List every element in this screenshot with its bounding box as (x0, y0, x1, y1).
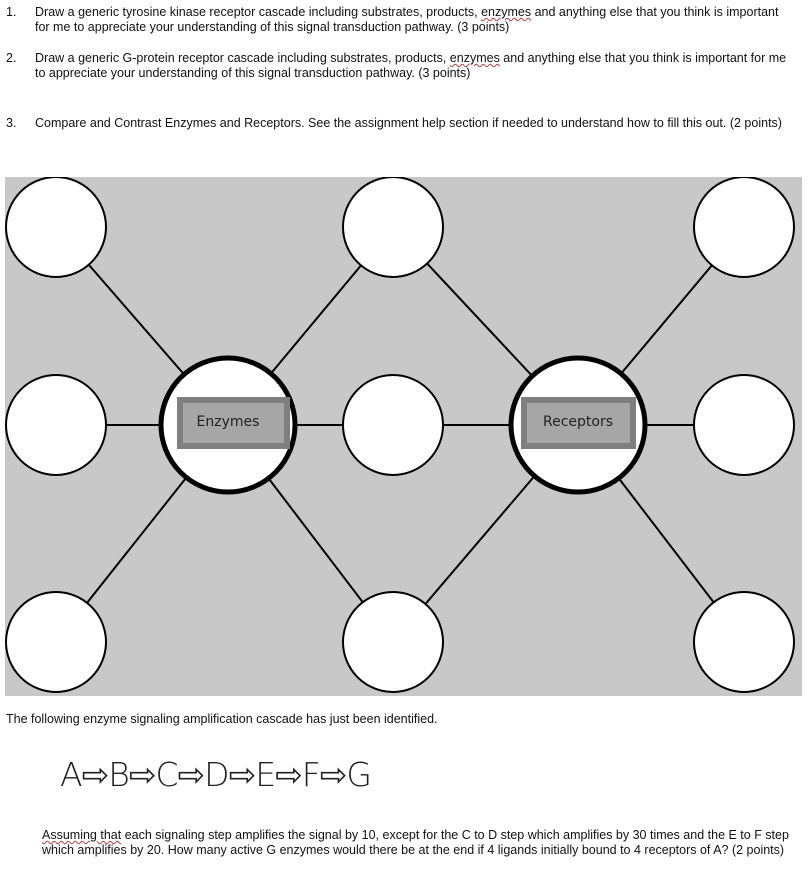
compare-contrast-diagram (5, 177, 802, 696)
left-top-circle[interactable] (6, 177, 106, 277)
question-number: 3. (6, 116, 17, 130)
question-number: 1. (6, 5, 17, 19)
right-top-circle[interactable] (694, 177, 794, 277)
question-text (35, 51, 795, 81)
text: each signaling step amplifies the signal by 10, except for the C to D step which amplifies by 30 times and the E to F step which amplifies by 20. How many active G enzymes would there be at the end if 4 ligands initially bound to 4 receptors of A? (2 points) (42, 828, 789, 857)
question-text: Compare and Contrast Enzymes and Receptors. See the assignment help section if needed to understand how to fill this out. (2 points) (35, 116, 782, 130)
question-number: 2. (6, 51, 17, 65)
right-bottom-circle[interactable] (694, 592, 794, 692)
right-middle-circle[interactable] (694, 375, 794, 475)
spellcheck-word: Assuming that (42, 828, 122, 842)
receptors-label: Receptors (542, 414, 614, 430)
text: Draw a generic tyrosine kinase receptor cascade including substrates, products, (35, 5, 482, 19)
spellcheck-word: enzymes (481, 5, 532, 19)
amplification-question (42, 828, 802, 858)
text: Draw a generic G-protein receptor cascade including substrates, products, (35, 51, 450, 65)
question-text (35, 5, 795, 35)
enzymes-label: Enzymes (196, 414, 260, 430)
center-top-circle[interactable] (343, 177, 443, 277)
left-bottom-circle[interactable] (6, 592, 106, 692)
center-bottom-circle[interactable] (343, 592, 443, 692)
left-middle-circle[interactable] (6, 375, 106, 475)
center-middle-circle[interactable] (343, 375, 443, 475)
text: and anything else that you think is important for me to appreciate your understanding of this signal transduction pathway. (3 points) (35, 5, 779, 34)
text: and anything else that you think is important for me to appreciate your understanding of this signal transduction pathway. (3 points) (35, 51, 787, 80)
cascade-intro: The following enzyme signaling amplification cascade has just been identified. (6, 712, 438, 726)
cascade-sequence: A⇨B⇨C⇨D⇨E⇨F⇨G (60, 755, 371, 794)
spellcheck-word: enzymes (449, 51, 500, 65)
